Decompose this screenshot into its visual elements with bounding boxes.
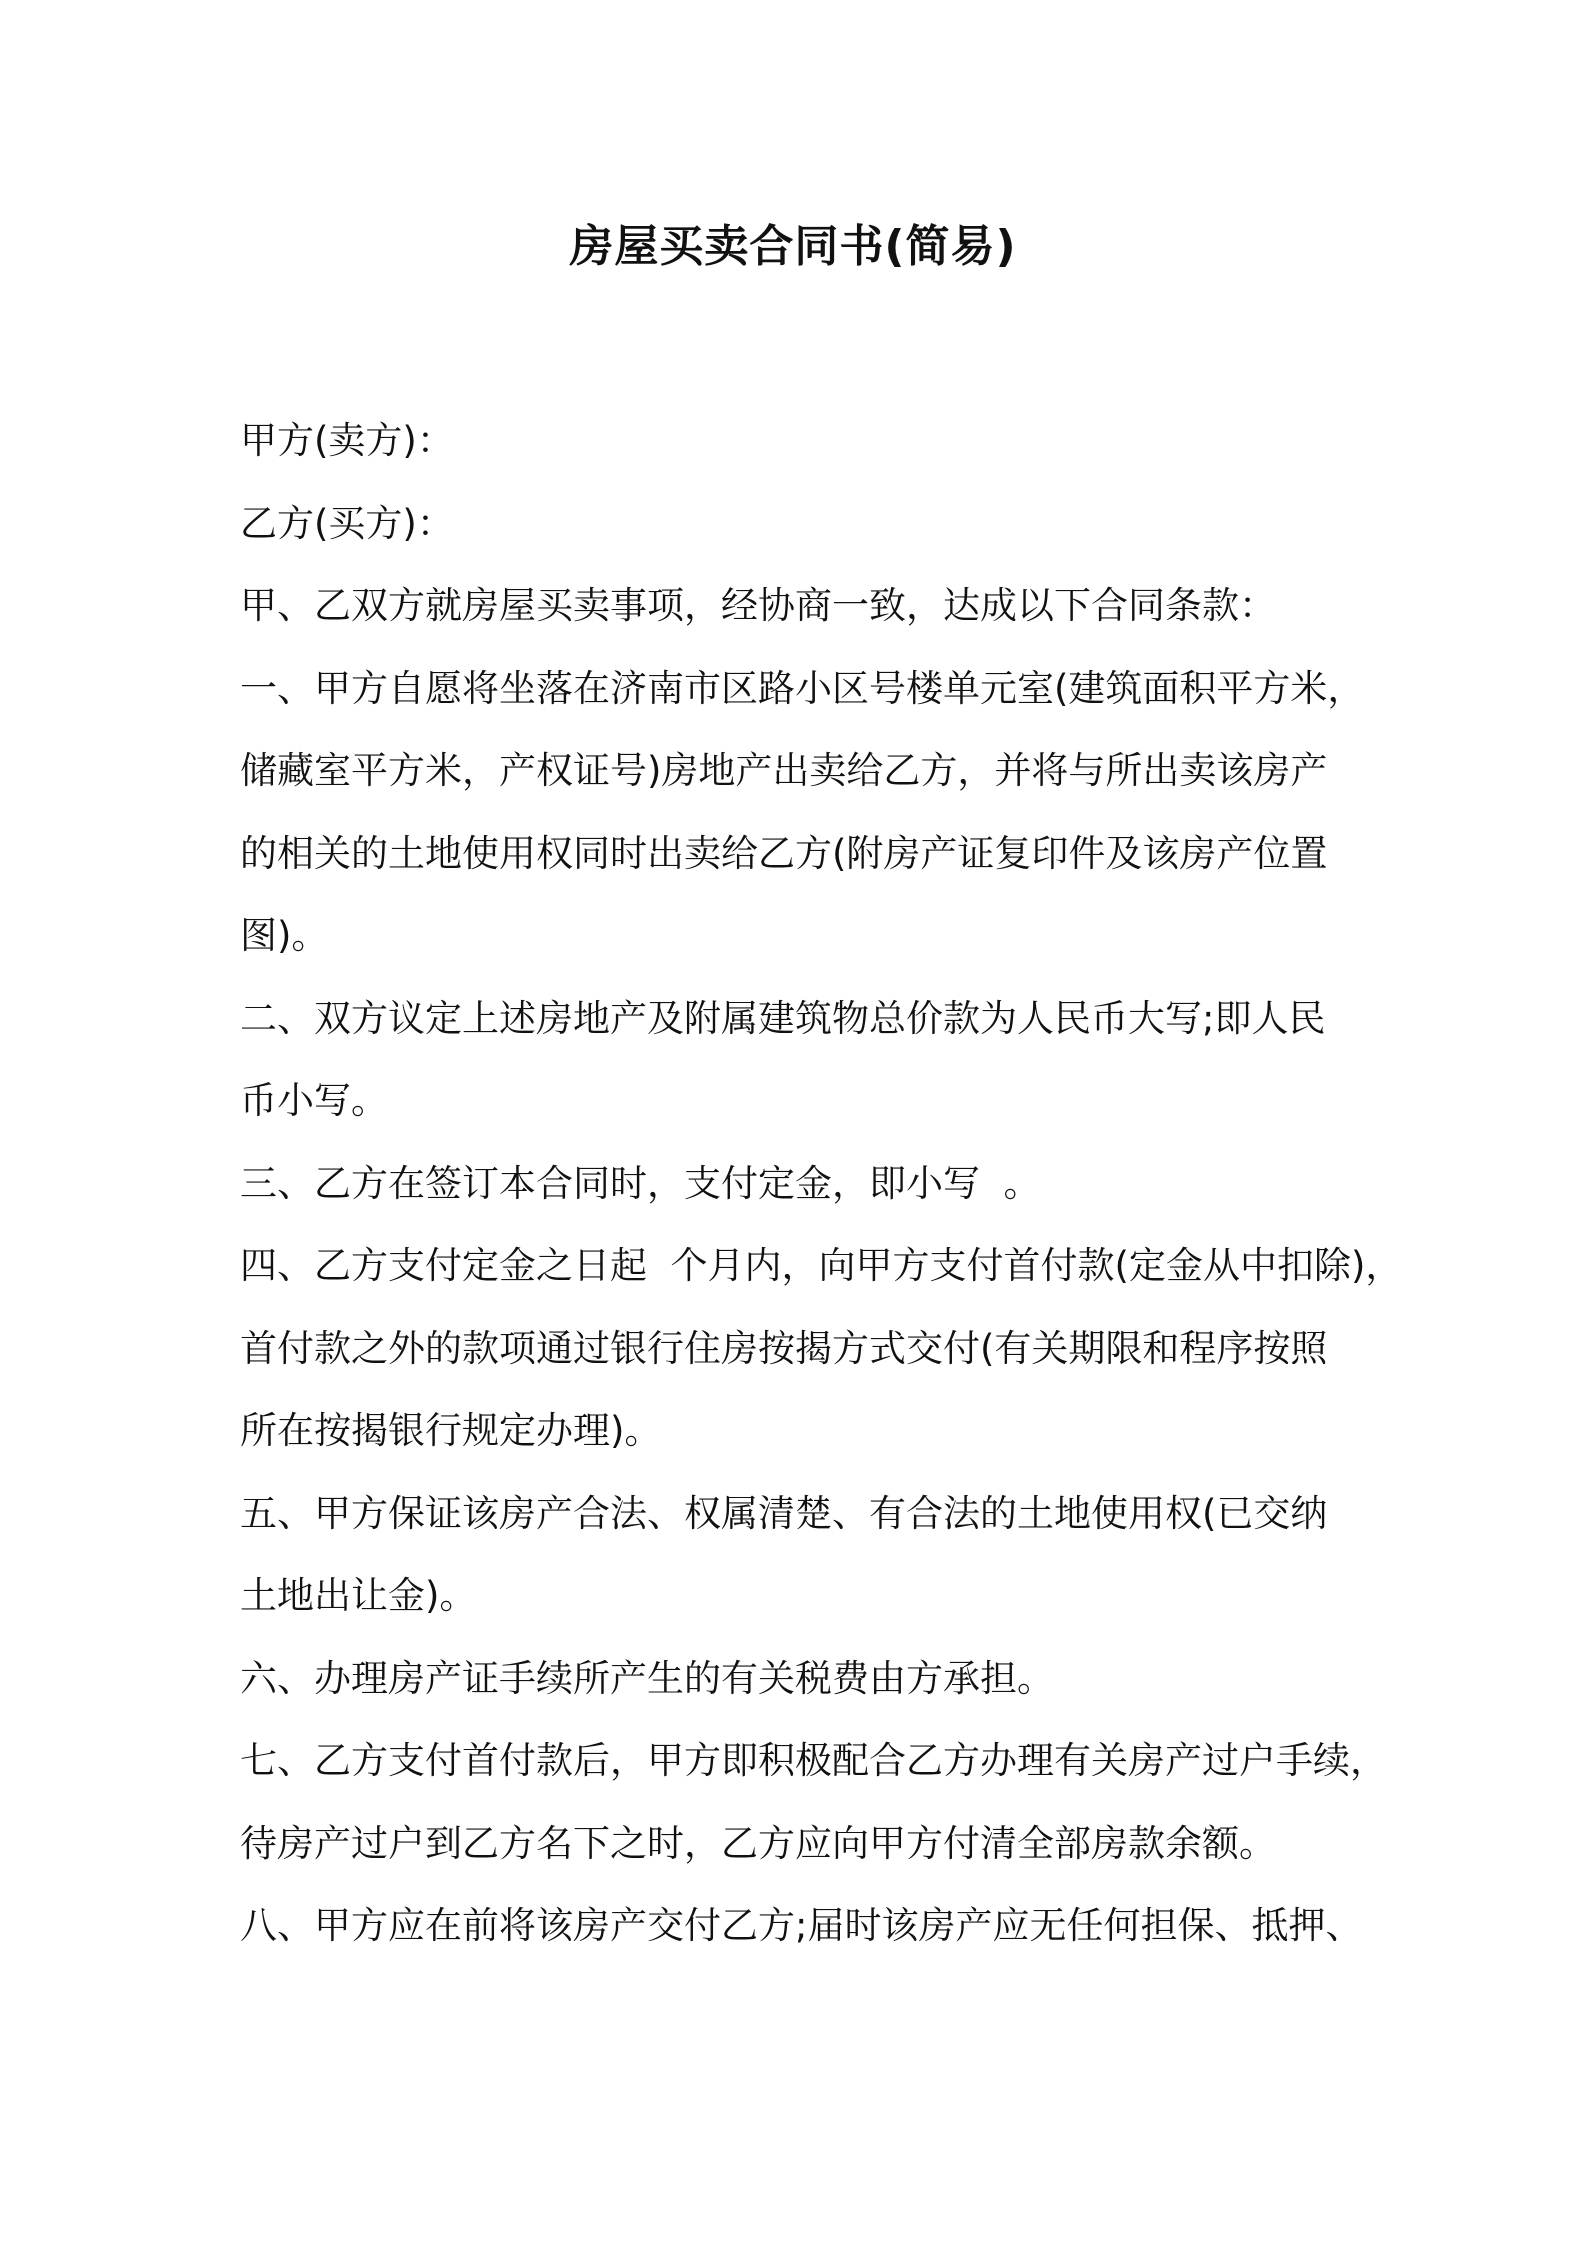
clause-1-line-2: 储藏室平方米，产权证号)房地产出卖给乙方，并将与所出卖该房产 <box>240 749 1328 792</box>
clause-6-line-1: 六、办理房产证手续所产生的有关税费由方承担。 <box>240 1656 1054 1700</box>
clause-1-line-1: 一、甲方自愿将坐落在济南市区路小区号楼单元室(建筑面积平方米， <box>240 666 1365 710</box>
document-body <box>240 400 1403 1968</box>
clause-2-line-1: 二、双方议定上述房地产及附属建筑物总价款为人民币大写;即人民 <box>240 996 1326 1040</box>
preamble-line: 甲、乙双方就房屋买卖事项，经协商一致，达成以下合同条款： <box>240 584 1276 627</box>
clause-5-line-2: 土地出让金)。 <box>240 1574 477 1617</box>
clause-8-line-1: 八、甲方应在前将该房产交付乙方;届时该房产应无任何担保、抵押、 <box>240 1904 1363 1947</box>
clause-7-line-1: 七、乙方支付首付款后，甲方即积极配合乙方办理有关房产过户手续， <box>240 1739 1387 1782</box>
clause-7-line-2: 待房产过户到乙方名下之时，乙方应向甲方付清全部房款余额。 <box>240 1821 1276 1865</box>
clause-1-line-3: 的相关的土地使用权同时出卖给乙方(附房产证复印件及该房产位置 <box>240 831 1328 875</box>
clause-5-line-1: 五、甲方保证该房产合法、权属清楚、有合法的土地使用权(已交纳 <box>240 1491 1328 1535</box>
clause-1-line-4: 图)。 <box>240 914 329 957</box>
document-title: 房屋买卖合同书(简易) <box>569 221 1017 272</box>
clause-4-line-1: 四、乙方支付定金之日起 个月内，向甲方支付首付款(定金从中扣除)， <box>240 1244 1403 1287</box>
clause-2-line-2: 币小写。 <box>240 1079 388 1122</box>
party-a-line: 甲方(卖方)： <box>240 419 454 462</box>
clause-3-line-1: 三、乙方在签订本合同时，支付定金，即小写 。 <box>240 1161 1041 1205</box>
party-b-line: 乙方(买方)： <box>240 501 454 545</box>
clause-4-line-2: 首付款之外的款项通过银行住房按揭方式交付(有关期限和程序按照 <box>240 1326 1328 1370</box>
clause-4-line-3: 所在按揭银行规定办理)。 <box>240 1409 662 1452</box>
